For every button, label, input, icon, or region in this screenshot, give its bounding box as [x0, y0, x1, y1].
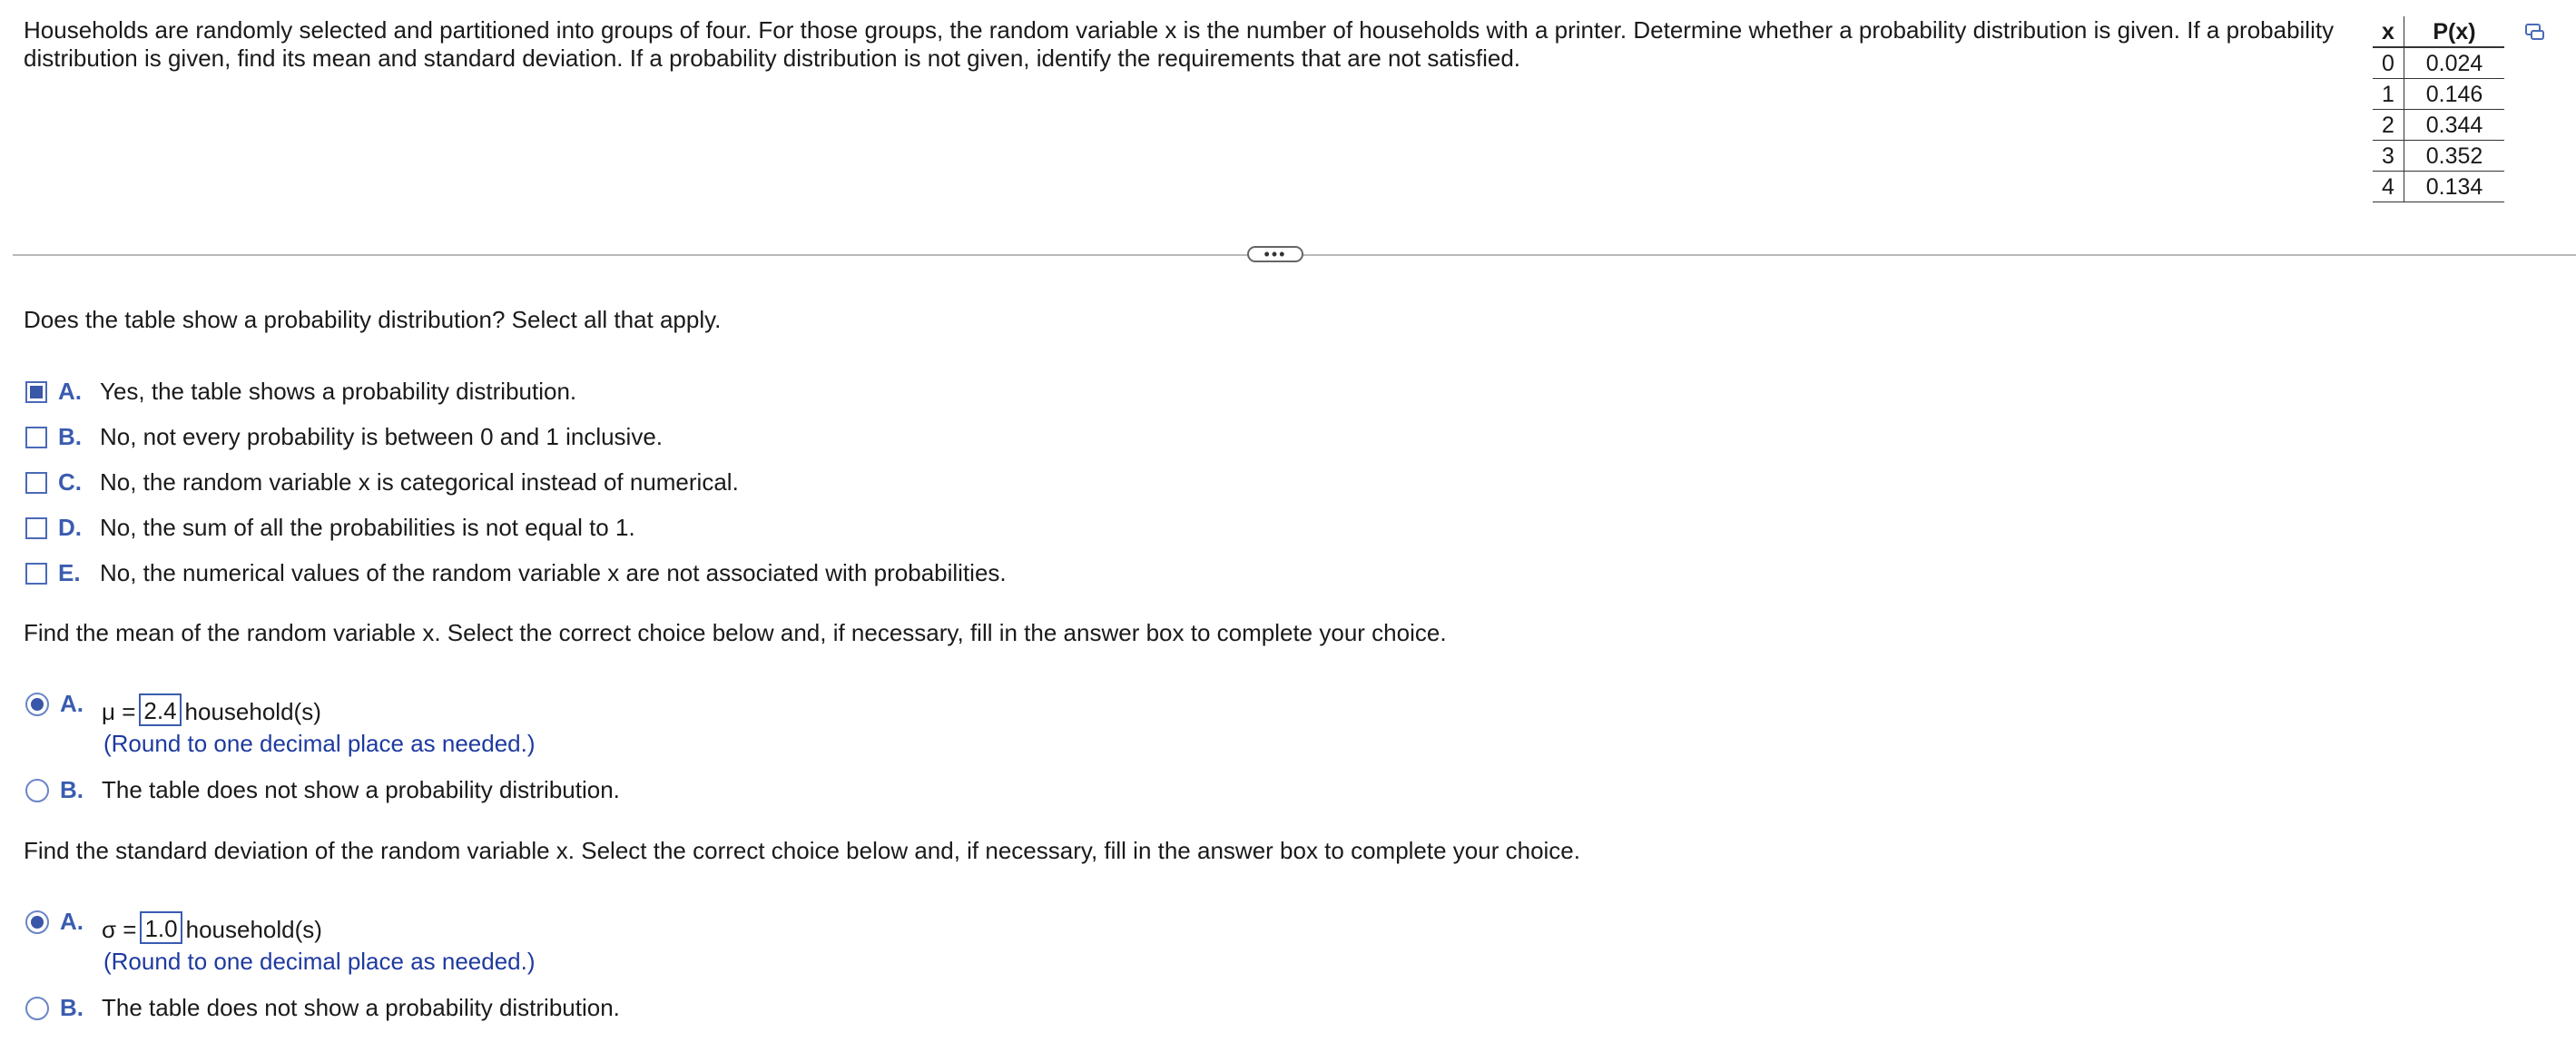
- table-cell-x: 1: [2373, 79, 2404, 110]
- option-letter: B.: [58, 423, 82, 450]
- table-row: [2373, 47, 2504, 79]
- q1-option-b[interactable]: [25, 423, 663, 451]
- rounding-hint: (Round to one decimal place as needed.): [103, 730, 536, 757]
- option-letter: E.: [58, 559, 81, 586]
- option-text: No, not every probability is between 0 and 1 inclusive.: [100, 423, 664, 450]
- table-cell-x: 2: [2373, 110, 2404, 141]
- option-letter: B.: [60, 776, 84, 803]
- checkbox[interactable]: [25, 563, 47, 585]
- table-cell-x: 0: [2373, 47, 2404, 79]
- option-text: No, the random variable x is categorical instead of numerical.: [100, 468, 739, 496]
- q2-option-b[interactable]: [25, 776, 620, 804]
- question-2-prompt: Find the mean of the random variable x. Select the correct choice below and, if necessary, fill in the answer box to complete your choice.: [24, 619, 1447, 646]
- mu-symbol: μ =: [102, 697, 136, 725]
- option-text: Yes, the table shows a probability distribution.: [100, 378, 577, 405]
- table-cell-px: 0.344: [2404, 110, 2505, 141]
- table-header-x: x: [2373, 16, 2404, 47]
- option-letter: C.: [58, 468, 82, 496]
- table-row: [2373, 141, 2504, 172]
- rounding-hint: (Round to one decimal place as needed.): [103, 948, 536, 975]
- expand-button[interactable]: •••: [1247, 246, 1303, 262]
- radio[interactable]: [25, 779, 49, 802]
- copy-table-icon[interactable]: [2525, 24, 2545, 42]
- unit-label: household(s): [184, 697, 321, 725]
- table-cell-x: 4: [2373, 172, 2404, 202]
- table-header-px: P(x): [2404, 16, 2505, 47]
- table-row: [2373, 110, 2504, 141]
- table-cell-px: 0.352: [2404, 141, 2505, 172]
- checkbox[interactable]: [25, 517, 47, 539]
- q1-option-a[interactable]: [25, 378, 576, 406]
- table-row: [2373, 79, 2504, 110]
- mean-answer-box[interactable]: 2.4: [139, 693, 181, 726]
- table-cell-px: 0.146: [2404, 79, 2505, 110]
- probability-table: [2373, 16, 2504, 202]
- q1-option-d[interactable]: [25, 514, 635, 542]
- q1-option-c[interactable]: [25, 468, 739, 497]
- q2-option-a[interactable]: [25, 690, 321, 728]
- table-cell-x: 3: [2373, 141, 2404, 172]
- question-3-prompt: Find the standard deviation of the random variable x. Select the correct choice below and, if necessary, fill in the answer box to complete your choice.: [24, 837, 1580, 864]
- q3-option-a[interactable]: [25, 908, 322, 946]
- table-header-row: [2373, 16, 2504, 47]
- option-letter: A.: [58, 378, 82, 405]
- question-1-prompt: Does the table show a probability distribution? Select all that apply.: [24, 306, 722, 333]
- option-letter: A.: [60, 908, 84, 935]
- checkbox[interactable]: [25, 472, 47, 494]
- table-row: [2373, 172, 2504, 202]
- option-text: No, the numerical values of the random variable x are not associated with probabilities.: [100, 559, 1007, 586]
- unit-label: household(s): [185, 915, 322, 943]
- q1-option-e[interactable]: [25, 559, 1007, 587]
- problem-statement: Households are randomly selected and partitioned into groups of four. For those groups, the random variable x is the number of households with a printer. Determine whether a probability distribution is given. If a probability distribution is given, find its mean and standard deviation. If a probability distribution is not given, identify the requirements that are not satisfied.: [24, 16, 2335, 72]
- checkbox-checked[interactable]: [25, 381, 47, 403]
- radio-selected[interactable]: [25, 693, 49, 716]
- option-letter: B.: [60, 994, 84, 1021]
- stddev-answer-box[interactable]: 1.0: [140, 911, 182, 944]
- option-text: The table does not show a probability distribution.: [102, 994, 620, 1021]
- table-cell-px: 0.024: [2404, 47, 2505, 79]
- option-text: The table does not show a probability distribution.: [102, 776, 620, 803]
- sigma-symbol: σ =: [102, 915, 137, 943]
- radio[interactable]: [25, 997, 49, 1020]
- table-cell-px: 0.134: [2404, 172, 2505, 202]
- option-text: No, the sum of all the probabilities is not equal to 1.: [100, 514, 635, 541]
- radio-selected[interactable]: [25, 910, 49, 934]
- option-letter: A.: [60, 690, 84, 717]
- option-letter: D.: [58, 514, 82, 541]
- checkbox[interactable]: [25, 427, 47, 448]
- q3-option-b[interactable]: [25, 994, 620, 1022]
